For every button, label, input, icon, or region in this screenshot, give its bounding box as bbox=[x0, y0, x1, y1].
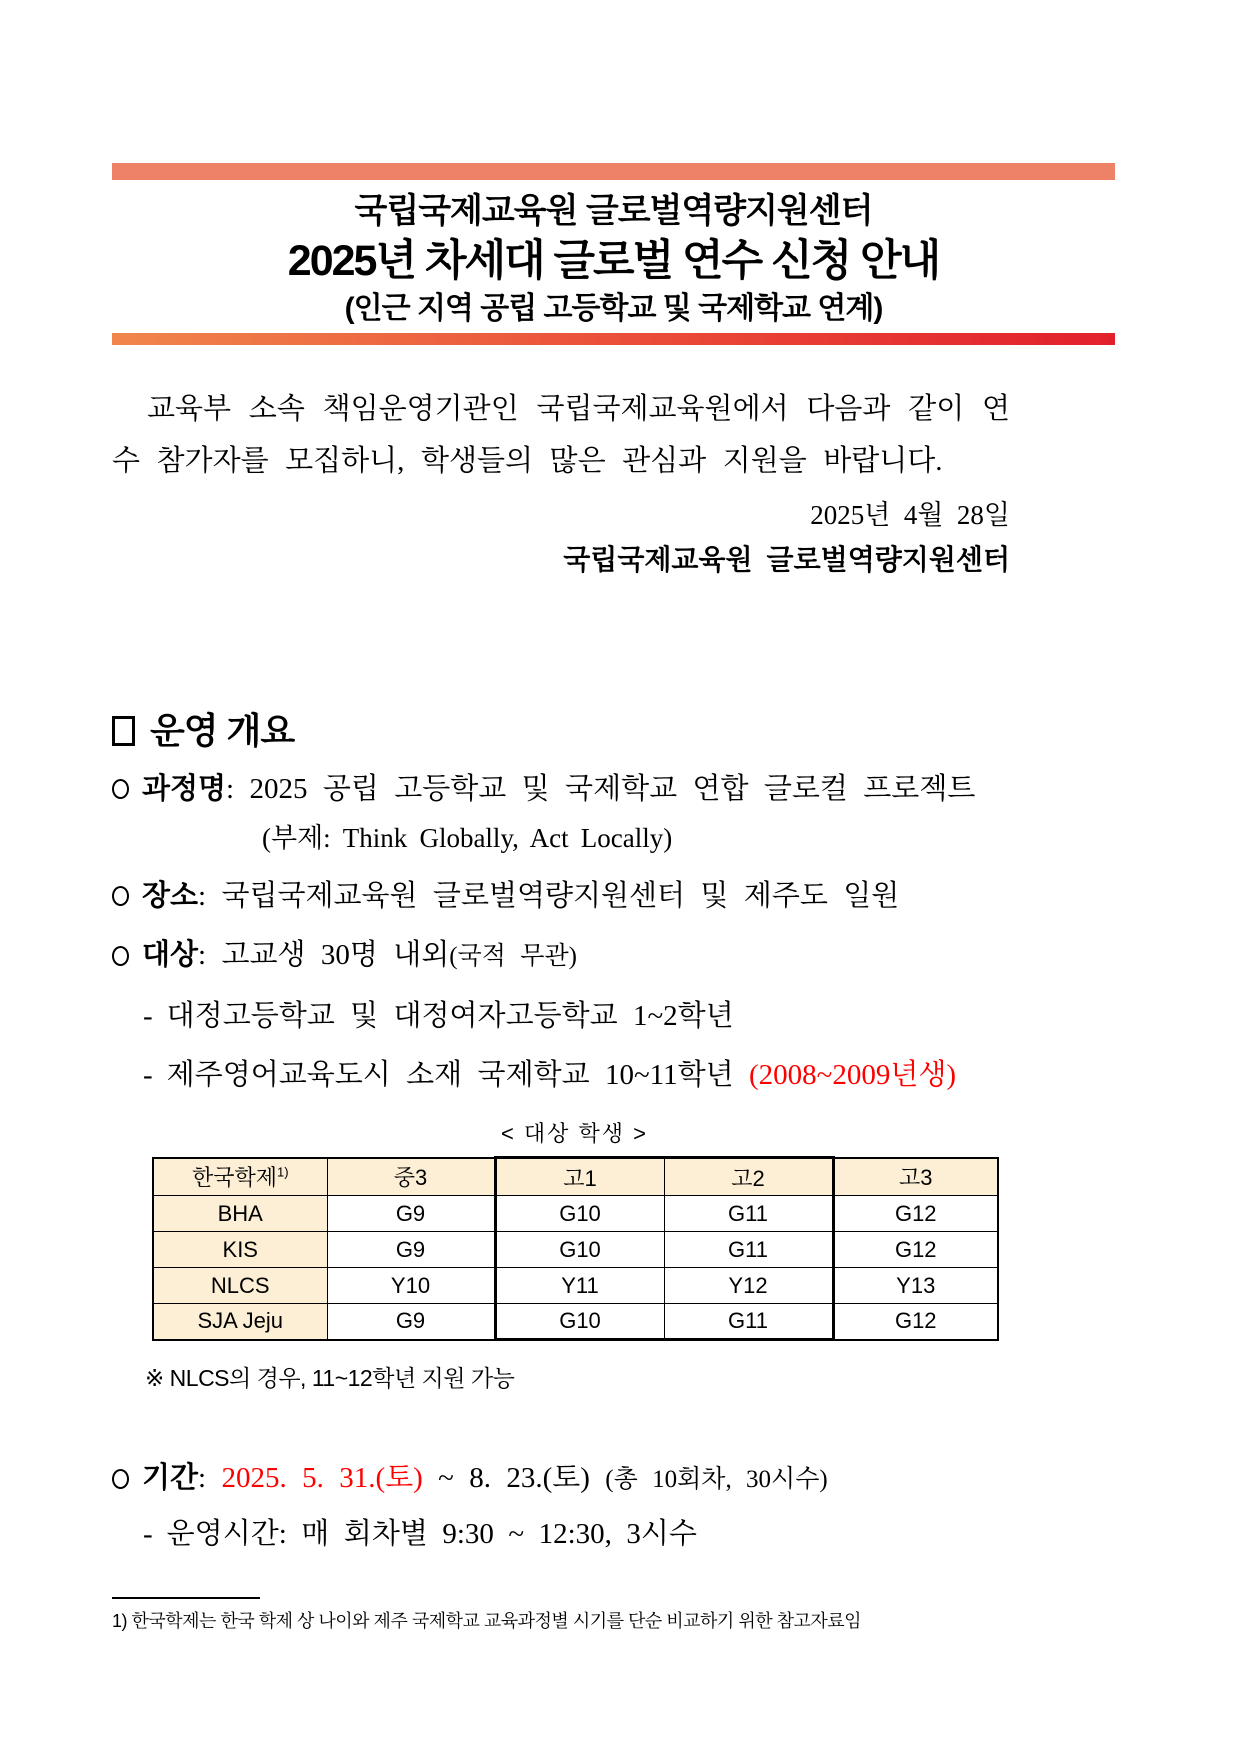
grade-cell: Y11 bbox=[495, 1268, 664, 1304]
grade-cell: G10 bbox=[495, 1232, 664, 1268]
table-row bbox=[153, 1268, 998, 1304]
col-header: 고2 bbox=[664, 1158, 833, 1196]
grade-cell: G12 bbox=[833, 1232, 998, 1268]
place-label: 장소 bbox=[142, 880, 199, 912]
grade-cell: G12 bbox=[833, 1304, 998, 1340]
target-nationality-note: (국적 무관) bbox=[449, 943, 577, 970]
course-subtitle: (부제: Think Globally, Act Locally) bbox=[262, 823, 673, 853]
document-title-block bbox=[112, 188, 1115, 330]
grade-cell: Y10 bbox=[327, 1268, 495, 1304]
circle-bullet-icon bbox=[112, 779, 129, 799]
period-start-date: 2025. 5. 31.(토) bbox=[221, 1462, 423, 1494]
place-item bbox=[112, 873, 1240, 919]
grade-cell: Y13 bbox=[833, 1268, 998, 1304]
grade-cell: G9 bbox=[327, 1304, 495, 1340]
grade-cell: Y12 bbox=[664, 1268, 833, 1304]
target-students-table bbox=[152, 1156, 999, 1341]
intro-paragraph: 교육부 소속 책임운영기관인 국립국제교육원에서 다음과 같이 연수 참가자를 모집하니, 학생들의 많은 관심과 지원을 바랍니다. bbox=[112, 393, 1010, 477]
square-bullet-icon bbox=[112, 716, 135, 746]
title-main: 2025년 차세대 글로벌 연수 신청 안내 bbox=[287, 237, 940, 285]
section-overview-heading bbox=[112, 709, 1240, 753]
footnote-text: 1) 한국학제는 한국 학제 상 나이와 제주 국제학교 교육과정별 시기를 단순 비교하기 위한 참고자료임 bbox=[112, 1611, 862, 1631]
grade-cell: G11 bbox=[664, 1232, 833, 1268]
col-header: 고3 bbox=[833, 1158, 998, 1196]
header-top-bar bbox=[112, 163, 1115, 180]
circle-bullet-icon bbox=[112, 1469, 129, 1489]
grade-cell: G9 bbox=[327, 1196, 495, 1232]
target-text: 대상: 고교생 30명 내외(국적 무관) bbox=[142, 939, 577, 971]
grade-cell: G12 bbox=[833, 1196, 998, 1232]
col-header-korean-system: 한국학제$^{1)}$ bbox=[153, 1158, 327, 1196]
table-header-row bbox=[153, 1158, 998, 1196]
grade-cell: G10 bbox=[495, 1196, 664, 1232]
header-bottom-bar bbox=[112, 333, 1115, 345]
section-title: 운영 개요 bbox=[150, 710, 295, 751]
grade-cell: G11 bbox=[664, 1196, 833, 1232]
target-sub-item: - 제주영어교육도시 소재 국제학교 10~11학년 (2008~2009년생) bbox=[143, 1059, 957, 1091]
table-row bbox=[153, 1304, 998, 1340]
table-caption: < 대상 학생 > bbox=[500, 1121, 649, 1146]
title-sub: (인근 지역 공립 고등학교 및 국제학교 연계) bbox=[344, 292, 883, 325]
target-sub-item: - 대정고등학교 및 대정여자고등학교 1~2학년 bbox=[143, 1000, 734, 1032]
table-row bbox=[153, 1196, 998, 1232]
course-name-text: 과정명: 2025 공립 고등학교 및 국제학교 연합 글로컬 프로젝트 bbox=[142, 773, 976, 805]
school-name-cell: KIS bbox=[153, 1232, 327, 1268]
table-row bbox=[153, 1232, 998, 1268]
table-note: ※ NLCS의 경우, 11~12학년 지원 가능 bbox=[145, 1365, 515, 1391]
circle-bullet-icon bbox=[112, 886, 129, 906]
footnote-area bbox=[112, 1597, 1112, 1633]
col-header: 고1 bbox=[495, 1158, 664, 1196]
course-name-item bbox=[112, 766, 1240, 812]
document-sender: 국립국제교육원 글로벌역량지원센터 bbox=[563, 545, 1010, 576]
dash-marker: - bbox=[143, 1518, 153, 1550]
circle-bullet-icon bbox=[112, 946, 129, 966]
period-label: 기간 bbox=[142, 1462, 199, 1494]
title-org: 국립국제교육원 글로벌역량지원센터 bbox=[354, 192, 873, 230]
target-item bbox=[112, 932, 1240, 980]
grade-cell: G9 bbox=[327, 1232, 495, 1268]
operating-hours-item: - 운영시간: 매 회차별 9:30 ~ 12:30, 3시수 bbox=[143, 1518, 697, 1550]
period-session-count: (총 10회차, 30시수) bbox=[605, 1466, 828, 1493]
grade-cell: G10 bbox=[495, 1304, 664, 1340]
col-header: 중3 bbox=[327, 1158, 495, 1196]
school-name-cell: BHA bbox=[153, 1196, 327, 1232]
period-text: 기간: 2025. 5. 31.(토) ~ 8. 23.(토) (총 10회차, 30시수) bbox=[142, 1462, 828, 1494]
birth-year-note: (2008~2009년생) bbox=[749, 1059, 957, 1091]
place-text: 장소: 국립국제교육원 글로벌역량지원센터 및 제주도 일원 bbox=[142, 880, 900, 912]
target-label: 대상 bbox=[142, 939, 199, 971]
school-name-cell: NLCS bbox=[153, 1268, 327, 1304]
period-item bbox=[112, 1455, 1240, 1503]
dash-marker: - bbox=[143, 1059, 153, 1091]
document-date: 2025년 4월 28일 bbox=[810, 500, 1010, 530]
school-name-cell: SJA Jeju bbox=[153, 1304, 327, 1340]
course-label: 과정명 bbox=[142, 773, 227, 805]
footnote-mark: 1) bbox=[276, 1164, 289, 1180]
grade-cell: G11 bbox=[664, 1304, 833, 1340]
dash-marker: - bbox=[143, 1000, 153, 1032]
footnote-divider bbox=[112, 1597, 260, 1599]
